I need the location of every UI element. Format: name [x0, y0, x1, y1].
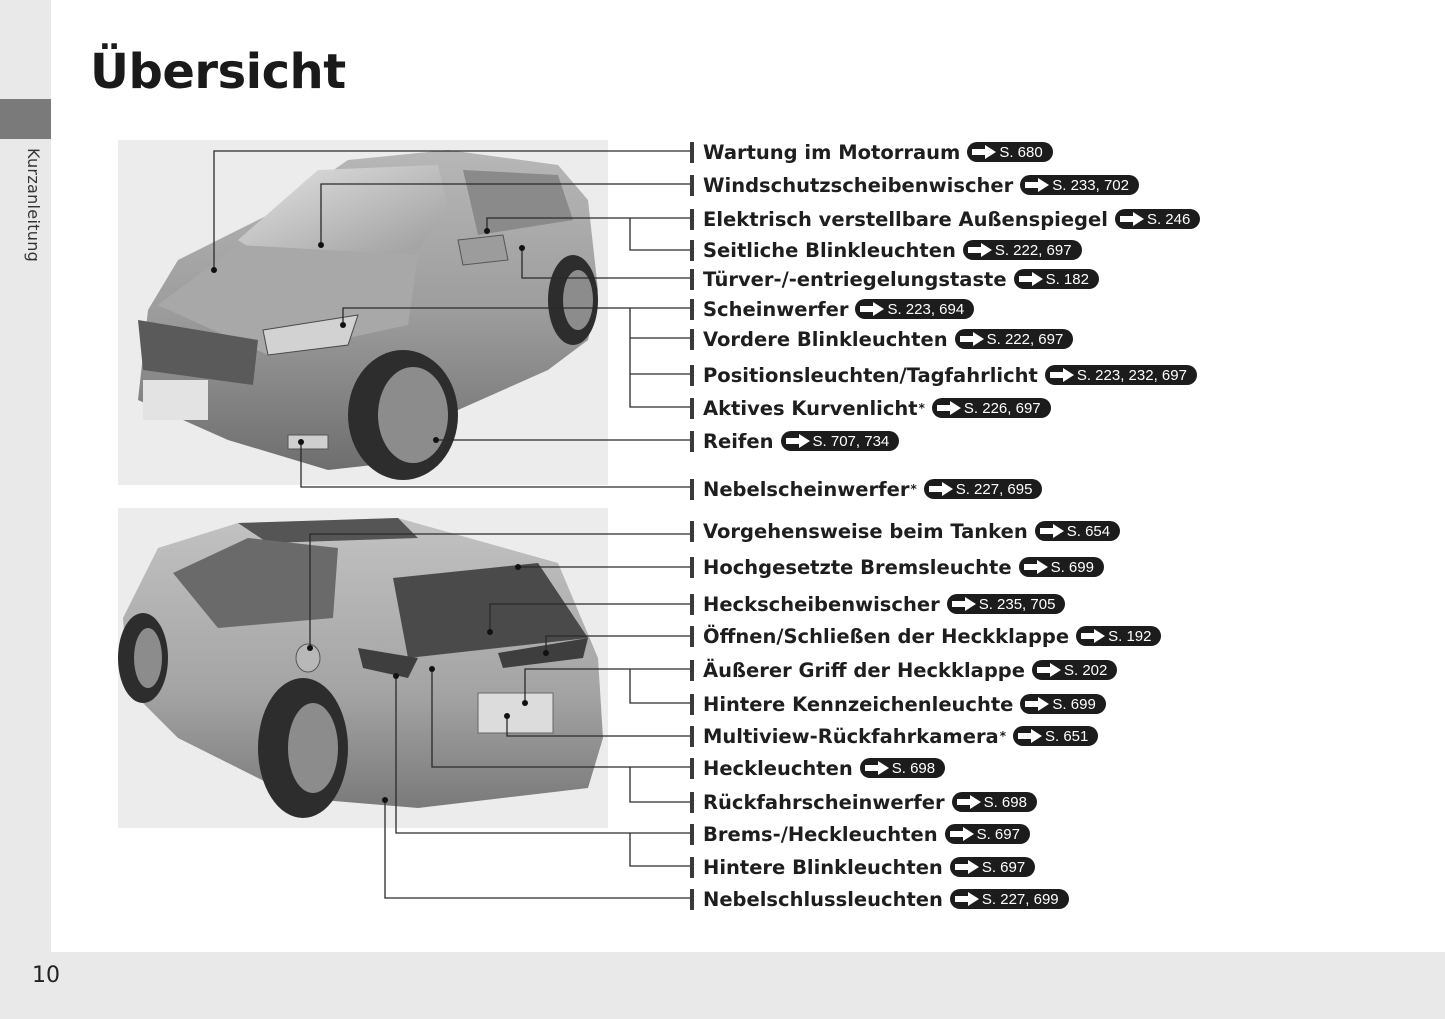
- page-reference-link[interactable]: S. 699: [1019, 557, 1104, 577]
- label-engine-maintenance: [690, 139, 1053, 165]
- label-rear-turn-signals: [690, 854, 1035, 880]
- page-reference-arrow-icon: [1119, 212, 1145, 226]
- label-bar: [690, 175, 694, 196]
- label-bar: [690, 299, 694, 320]
- label-bar: [690, 824, 694, 845]
- label-reversing-lights: [690, 789, 1037, 815]
- label-text: Scheinwerfer: [703, 297, 849, 321]
- label-rear-fog-lights: [690, 886, 1069, 912]
- page-reference-link[interactable]: S. 654: [1035, 521, 1120, 541]
- section-tab-label: Kurzanleitung: [24, 148, 43, 263]
- page-reference-arrow-icon: [1017, 729, 1043, 743]
- page-reference-link[interactable]: S. 227, 695: [924, 479, 1043, 499]
- label-tailgate-handle: [690, 657, 1117, 683]
- label-text: Elektrisch verstellbare Außenspiegel: [703, 207, 1108, 231]
- page-reference-arrow-icon: [967, 243, 993, 257]
- page-reference-arrow-icon: [959, 332, 985, 346]
- page-reference-arrow-icon: [928, 482, 954, 496]
- page-reference-link[interactable]: S. 222, 697: [963, 240, 1082, 260]
- page-reference-link[interactable]: S. 192: [1076, 626, 1161, 646]
- page-reference-arrow-icon: [971, 145, 997, 159]
- label-bar: [690, 142, 694, 163]
- page-reference-arrow-icon: [956, 795, 982, 809]
- label-bar: [690, 329, 694, 350]
- label-text: Äußerer Griff der Heckklappe: [703, 658, 1025, 682]
- label-tailgate-open-close: [690, 623, 1161, 649]
- label-brake-tail-lights: [690, 821, 1030, 847]
- label-text: Seitliche Blinkleuchten: [703, 238, 956, 262]
- rear-car-illustration: [118, 508, 608, 828]
- page-reference-arrow-icon: [1023, 560, 1049, 574]
- label-text: Multiview-Rückfahrkamera: [703, 724, 999, 748]
- page-reference-link[interactable]: S. 223, 232, 697: [1045, 365, 1197, 385]
- page-reference-link[interactable]: S. 233, 702: [1020, 175, 1139, 195]
- label-text: Heckscheibenwischer: [703, 592, 940, 616]
- label-bar: [690, 660, 694, 681]
- side-band: [0, 0, 51, 952]
- front-car-illustration: [118, 140, 608, 485]
- label-tires: [690, 428, 899, 454]
- page-reference-link[interactable]: S. 699: [1020, 694, 1105, 714]
- optional-marker: *: [910, 482, 917, 496]
- label-multiview-camera: [690, 723, 1098, 749]
- label-front-turn-signals: [690, 326, 1073, 352]
- page-reference-arrow-icon: [1024, 697, 1050, 711]
- label-bar: [690, 889, 694, 910]
- page-reference-arrow-icon: [864, 761, 890, 775]
- page-reference-link[interactable]: S. 698: [952, 792, 1037, 812]
- label-text: Hochgesetzte Bremsleuchte: [703, 555, 1012, 579]
- page-reference-arrow-icon: [936, 401, 962, 415]
- page-title: Übersicht: [90, 44, 346, 100]
- label-position-daytime-lights: [690, 362, 1197, 388]
- page-reference-arrow-icon: [1080, 629, 1106, 643]
- page-reference-link[interactable]: S. 707, 734: [781, 431, 900, 451]
- page-reference-link[interactable]: S. 651: [1013, 726, 1098, 746]
- label-text: Windschutzscheibenwischer: [703, 173, 1014, 197]
- page-reference-link[interactable]: S. 226, 697: [932, 398, 1051, 418]
- label-bar: [690, 626, 694, 647]
- label-bar: [690, 726, 694, 747]
- label-bar: [690, 479, 694, 500]
- page-reference-link[interactable]: S. 246: [1115, 209, 1200, 229]
- label-high-brake-light: [690, 554, 1104, 580]
- page-reference-arrow-icon: [954, 860, 980, 874]
- page-reference-arrow-icon: [949, 827, 975, 841]
- label-bar: [690, 594, 694, 615]
- label-bar: [690, 557, 694, 578]
- page-reference-link[interactable]: S. 698: [860, 758, 945, 778]
- page-reference-link[interactable]: S. 697: [950, 857, 1035, 877]
- optional-marker: *: [999, 729, 1006, 743]
- page-reference-arrow-icon: [1049, 368, 1075, 382]
- page-reference-arrow-icon: [954, 892, 980, 906]
- label-tail-lights: [690, 755, 945, 781]
- label-text: Vorgehensweise beim Tanken: [703, 519, 1028, 543]
- label-bar: [690, 792, 694, 813]
- label-bar: [690, 758, 694, 779]
- label-door-lock-button: [690, 266, 1099, 292]
- page-reference-link[interactable]: S. 223, 694: [855, 299, 974, 319]
- page-reference-link[interactable]: S. 222, 697: [955, 329, 1074, 349]
- label-text: Nebelscheinwerfer: [703, 477, 910, 501]
- label-active-cornering-light: [690, 395, 1051, 421]
- label-bar: [690, 240, 694, 261]
- page-reference-link[interactable]: S. 227, 699: [950, 889, 1069, 909]
- label-refueling: [690, 518, 1120, 544]
- label-text: Hintere Kennzeichenleuchte: [703, 692, 1014, 716]
- label-bar: [690, 398, 694, 419]
- page-reference-arrow-icon: [785, 434, 811, 448]
- optional-marker: *: [918, 401, 925, 415]
- label-bar: [690, 431, 694, 452]
- page-reference-arrow-icon: [951, 597, 977, 611]
- label-text: Wartung im Motorraum: [703, 140, 961, 164]
- label-power-mirrors: [690, 206, 1200, 232]
- page-reference-link[interactable]: S. 235, 705: [947, 594, 1066, 614]
- page-number: 10: [32, 963, 60, 988]
- page-reference-arrow-icon: [1039, 524, 1065, 538]
- label-text: Positionsleuchten/Tagfahrlicht: [703, 363, 1038, 387]
- label-side-turn-signals: [690, 237, 1082, 263]
- label-text: Nebelschlussleuchten: [703, 887, 943, 911]
- label-text: Türver-/-entriegelungstaste: [703, 267, 1007, 291]
- label-license-plate-light: [690, 691, 1106, 717]
- label-text: Hintere Blinkleuchten: [703, 855, 943, 879]
- label-rear-wiper: [690, 591, 1065, 617]
- label-fog-lights: [690, 476, 1042, 502]
- label-text: Rückfahrscheinwerfer: [703, 790, 945, 814]
- label-text: Brems-/Heckleuchten: [703, 822, 938, 846]
- label-windshield-wipers: [690, 172, 1139, 198]
- label-bar: [690, 857, 694, 878]
- label-text: Heckleuchten: [703, 756, 853, 780]
- label-text: Aktives Kurvenlicht: [703, 396, 918, 420]
- page-reference-arrow-icon: [859, 302, 885, 316]
- section-tab-marker: [0, 99, 51, 139]
- page-reference-link[interactable]: S. 680: [967, 142, 1052, 162]
- page-reference-link[interactable]: S. 202: [1032, 660, 1117, 680]
- label-bar: [690, 694, 694, 715]
- label-bar: [690, 365, 694, 386]
- page-reference-arrow-icon: [1024, 178, 1050, 192]
- page-reference-arrow-icon: [1036, 663, 1062, 677]
- label-text: Vordere Blinkleuchten: [703, 327, 948, 351]
- page-reference-link[interactable]: S. 182: [1014, 269, 1099, 289]
- label-bar: [690, 521, 694, 542]
- page-reference-arrow-icon: [1018, 272, 1044, 286]
- label-text: Reifen: [703, 429, 774, 453]
- page-reference-link[interactable]: S. 697: [945, 824, 1030, 844]
- page-footer: [0, 952, 1445, 1019]
- label-bar: [690, 209, 694, 230]
- label-bar: [690, 269, 694, 290]
- label-text: Öffnen/Schließen der Heckklappe: [703, 624, 1070, 648]
- label-headlights: [690, 296, 974, 322]
